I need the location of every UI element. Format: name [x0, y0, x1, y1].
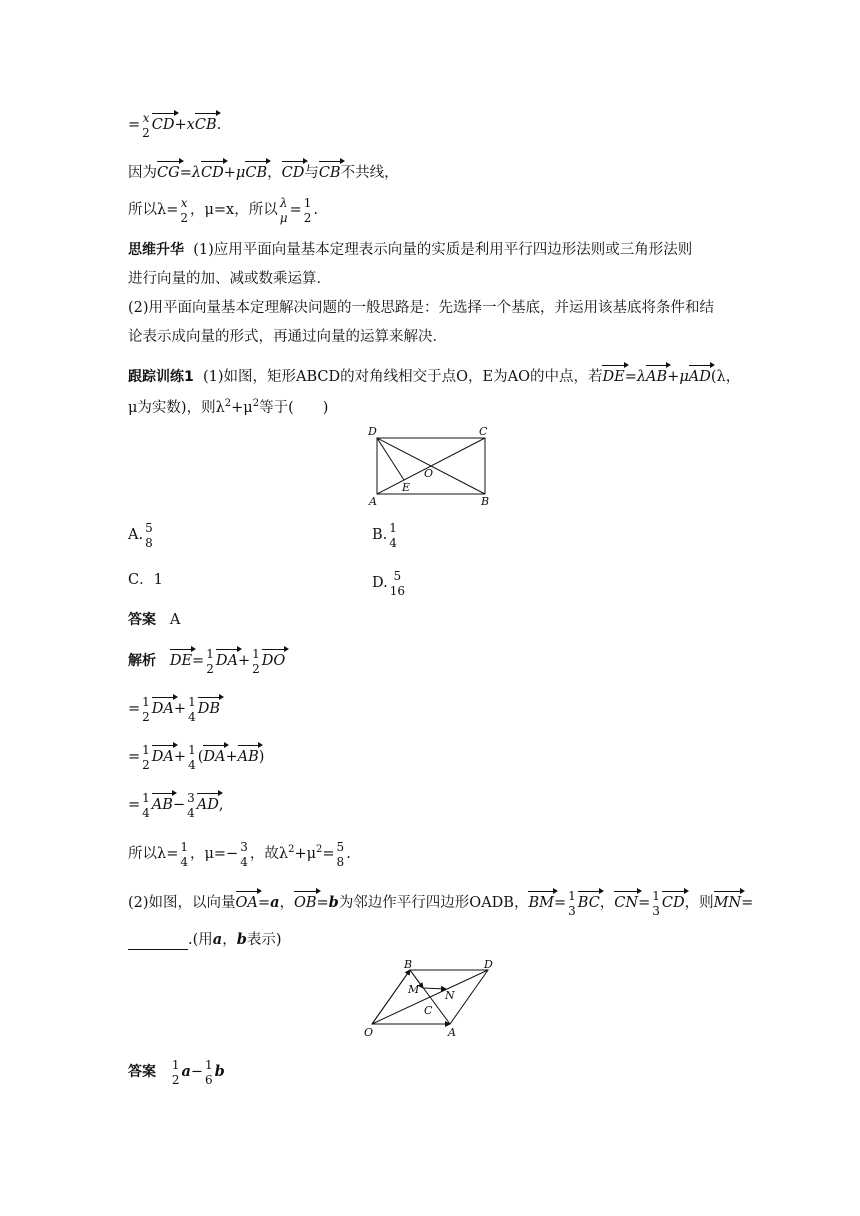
- option-label: D.: [372, 575, 388, 591]
- numerator: 1: [205, 1058, 213, 1072]
- text: +: [225, 749, 238, 765]
- text: (2)如图，以向量: [128, 895, 236, 911]
- vector: DB: [198, 696, 220, 719]
- vector-a: a: [270, 894, 280, 911]
- parallelogram-figure: [360, 958, 500, 1040]
- option-label: A.: [128, 527, 144, 543]
- text: 所以λ=: [128, 202, 179, 218]
- option-b: [372, 521, 399, 550]
- text: ，则: [684, 895, 714, 911]
- denominator: 4: [389, 536, 397, 550]
- numerator: 1: [188, 743, 196, 757]
- text: +μ: [231, 399, 253, 416]
- summary-para-1b: 进行向量的加、减或数乘运算．: [128, 271, 331, 287]
- vector: DE: [170, 648, 192, 671]
- denominator: 2: [142, 710, 150, 724]
- denominator: 6: [205, 1073, 213, 1087]
- fraction: [141, 743, 151, 772]
- numerator: 5: [145, 521, 153, 535]
- text: (: [197, 749, 204, 765]
- vector: AB: [152, 792, 173, 815]
- answer-label: 答案: [128, 1064, 156, 1080]
- answer-1: [128, 610, 180, 630]
- answer-blank[interactable]: [128, 935, 188, 950]
- answer-2: [128, 1058, 225, 1087]
- text: =: [128, 117, 141, 133]
- solution-line-5: [128, 839, 351, 869]
- text: −: [172, 797, 186, 813]
- vector-ob-arrow: [372, 970, 410, 1024]
- text: μ为实数)，则λ: [128, 399, 225, 416]
- segment-de: [377, 438, 404, 480]
- solution-line-1: [128, 647, 286, 676]
- vector-b: b: [328, 894, 339, 911]
- exercise-q1-line-a: [128, 364, 740, 387]
- text: ，: [222, 932, 237, 948]
- text: ，μ=x，所以: [189, 202, 278, 218]
- text: 与: [304, 165, 319, 181]
- text: 不共线，: [340, 165, 399, 181]
- equation-line-3: [128, 196, 318, 225]
- numerator: 1: [180, 839, 188, 854]
- fraction: [187, 743, 197, 772]
- denominator: 4: [188, 710, 196, 724]
- vector: DA: [152, 696, 174, 719]
- numerator: 1: [652, 889, 660, 903]
- text: =: [192, 653, 205, 669]
- numerator: 3: [240, 839, 248, 854]
- numerator: 5: [393, 569, 402, 583]
- text: +μ: [223, 165, 246, 181]
- vector: BC: [578, 890, 600, 913]
- text: .(用: [188, 932, 213, 948]
- text: ，μ=−: [189, 845, 239, 862]
- label-a: A: [448, 1026, 456, 1039]
- numerator: 1: [206, 647, 214, 661]
- denominator: 3: [652, 904, 660, 918]
- fraction: [204, 1058, 214, 1087]
- fraction: [186, 791, 196, 820]
- exercise-heading: 跟踪训练1: [128, 369, 194, 385]
- vector: CB: [319, 160, 341, 183]
- label-c: C: [424, 1004, 433, 1017]
- summary-text: (1)应用平面向量基本定理表示向量的实质是利用平行四边形法则或三角形法则: [193, 242, 693, 258]
- denominator: 2: [252, 662, 260, 676]
- fraction: [389, 569, 406, 598]
- fraction: [179, 196, 189, 225]
- vector: BM: [528, 890, 554, 913]
- text: +μ: [294, 845, 317, 862]
- denominator: 16: [389, 584, 405, 598]
- vector: DE: [602, 364, 624, 387]
- text: =λ: [624, 369, 647, 385]
- numerator: 1: [188, 695, 196, 709]
- fraction: [205, 647, 215, 676]
- vector: CD: [201, 160, 224, 183]
- vector-b: b: [214, 1063, 225, 1080]
- denominator: 2: [142, 126, 150, 140]
- option-label: B.: [372, 527, 388, 543]
- label-c: C: [479, 425, 488, 438]
- denominator: 4: [187, 806, 195, 820]
- numerator: λ: [279, 196, 288, 210]
- answer-value: A: [169, 612, 181, 628]
- fraction: [239, 839, 249, 869]
- numerator: 3: [187, 791, 195, 805]
- vector: DA: [203, 744, 225, 767]
- fraction: [388, 521, 398, 550]
- denominator: 8: [336, 854, 345, 869]
- denominator: 8: [145, 536, 153, 550]
- text: =: [553, 895, 567, 911]
- text: =: [638, 895, 651, 911]
- vector: DO: [262, 648, 286, 671]
- label-n: N: [445, 989, 455, 1002]
- text: ，: [267, 165, 282, 181]
- fraction: [171, 1058, 181, 1087]
- vector: OA: [236, 890, 258, 913]
- vector: DA: [152, 744, 174, 767]
- label-b: B: [481, 495, 490, 508]
- superscript: 2: [288, 844, 295, 855]
- text: =λ: [179, 165, 202, 181]
- text: 所以λ=: [128, 845, 179, 862]
- numerator: 5: [336, 839, 345, 854]
- label-m: M: [408, 983, 420, 996]
- denominator: 4: [240, 854, 248, 869]
- label-o: O: [364, 1026, 374, 1039]
- numerator: 1: [389, 521, 397, 535]
- vector: AD: [197, 792, 219, 815]
- text: =: [289, 202, 302, 218]
- denominator: 2: [171, 1073, 180, 1087]
- option-d: [372, 569, 407, 598]
- vector: CG: [157, 160, 180, 183]
- exercise-q1-line-b: [128, 394, 328, 418]
- text: =: [128, 797, 141, 813]
- fraction: [141, 111, 151, 140]
- summary-para-2a: (2)用平面向量基本定理解决问题的一般思路是：先选择一个基底，并运用该基底将条件和结: [128, 300, 715, 316]
- vector: CN: [614, 890, 638, 913]
- numerator: x: [142, 111, 150, 125]
- exercise-q2-line-a: [128, 889, 754, 918]
- solution-line-2: [128, 695, 220, 724]
- text: +: [237, 653, 251, 669]
- text: =: [128, 701, 141, 717]
- numerator: 1: [142, 743, 150, 757]
- text: ，: [279, 895, 294, 911]
- text: =: [322, 845, 335, 862]
- fraction: [336, 839, 346, 869]
- exercise-q2-line-b: [128, 930, 282, 950]
- text: .: [313, 202, 318, 218]
- fraction: [187, 695, 197, 724]
- solution-line-3: [128, 743, 265, 772]
- vector: CD: [662, 890, 685, 913]
- fraction: [141, 791, 151, 820]
- vector: CB: [195, 112, 217, 135]
- text: ，: [599, 895, 615, 911]
- superscript: 2: [252, 398, 260, 409]
- equation-line-1: [128, 111, 222, 140]
- denominator: 2: [142, 758, 150, 772]
- summary-heading: 思维升华: [128, 242, 184, 258]
- text: =: [257, 895, 271, 911]
- fraction: [303, 196, 313, 225]
- label-d: D: [368, 425, 377, 438]
- solution-line-4: [128, 791, 224, 820]
- denominator: 2: [303, 211, 312, 225]
- vector: CD: [152, 112, 175, 135]
- fraction: [251, 647, 261, 676]
- vector: AB: [646, 364, 667, 387]
- superscript: 2: [316, 844, 323, 855]
- vector-a: a: [181, 1063, 191, 1080]
- vector: DA: [216, 648, 238, 671]
- text: 为邻边作平行四边形OADB，: [338, 895, 529, 911]
- numerator: 1: [568, 889, 576, 903]
- label-a: A: [369, 495, 377, 508]
- option-a: [128, 521, 155, 550]
- vector: AB: [238, 744, 259, 767]
- text: =: [128, 749, 141, 765]
- label-d: D: [484, 958, 493, 971]
- denominator: 2: [206, 662, 214, 676]
- text: 因为: [128, 165, 157, 181]
- numerator: 1: [171, 1058, 180, 1072]
- denominator: 4: [188, 758, 196, 772]
- text: +: [173, 749, 187, 765]
- label-o: O: [424, 467, 434, 480]
- text: =: [741, 895, 754, 911]
- numerator: x: [180, 196, 188, 210]
- option-c: C．1: [128, 572, 163, 588]
- text: +: [173, 701, 187, 717]
- fraction: [144, 521, 154, 550]
- text: +x: [174, 117, 195, 133]
- answer-label: 答案: [128, 612, 156, 628]
- fraction: [179, 839, 189, 869]
- denominator: 4: [180, 854, 188, 869]
- numerator: 1: [303, 196, 312, 210]
- denominator: 4: [142, 806, 150, 820]
- vector: MN: [714, 890, 742, 913]
- text: =: [316, 895, 329, 911]
- text: ，故λ: [249, 845, 289, 862]
- vector: OB: [294, 890, 317, 913]
- text: .: [216, 117, 222, 133]
- label-e: E: [402, 481, 411, 494]
- text: −: [190, 1064, 204, 1080]
- label-b: B: [404, 958, 413, 971]
- numerator: 1: [142, 695, 150, 709]
- vector-a: a: [212, 931, 223, 948]
- fraction: [567, 889, 577, 918]
- vector: CD: [282, 160, 305, 183]
- vector: CB: [245, 160, 267, 183]
- fraction: [141, 695, 151, 724]
- numerator: 1: [252, 647, 260, 661]
- rectangle-figure: [365, 422, 495, 508]
- equation-line-2: [128, 160, 399, 183]
- vector-b: b: [236, 931, 247, 948]
- denominator: 2: [180, 211, 188, 225]
- text: 表示): [246, 932, 282, 948]
- text: +μ: [667, 369, 689, 385]
- superscript: 2: [224, 398, 232, 409]
- text: (1)如图，矩形ABCD的对角线相交于点O，E为AO的中点，若: [202, 369, 603, 385]
- text: (λ，: [710, 369, 741, 385]
- numerator: 1: [142, 791, 150, 805]
- summary-para-2b: 论表示成向量的形式，再通过向量的运算来解决．: [128, 329, 447, 345]
- text: ,: [218, 797, 224, 813]
- denominator: 3: [568, 904, 576, 918]
- solution-label: 解析: [128, 653, 156, 669]
- vector: AD: [689, 364, 711, 387]
- denominator: μ: [279, 211, 288, 225]
- text: ): [258, 749, 265, 765]
- fraction: [279, 196, 289, 225]
- summary-para-1a: [128, 240, 692, 260]
- text: .: [346, 845, 351, 862]
- vector-mn-arrow: [423, 988, 446, 989]
- text: 等于( ): [259, 399, 329, 416]
- fraction: [651, 889, 661, 918]
